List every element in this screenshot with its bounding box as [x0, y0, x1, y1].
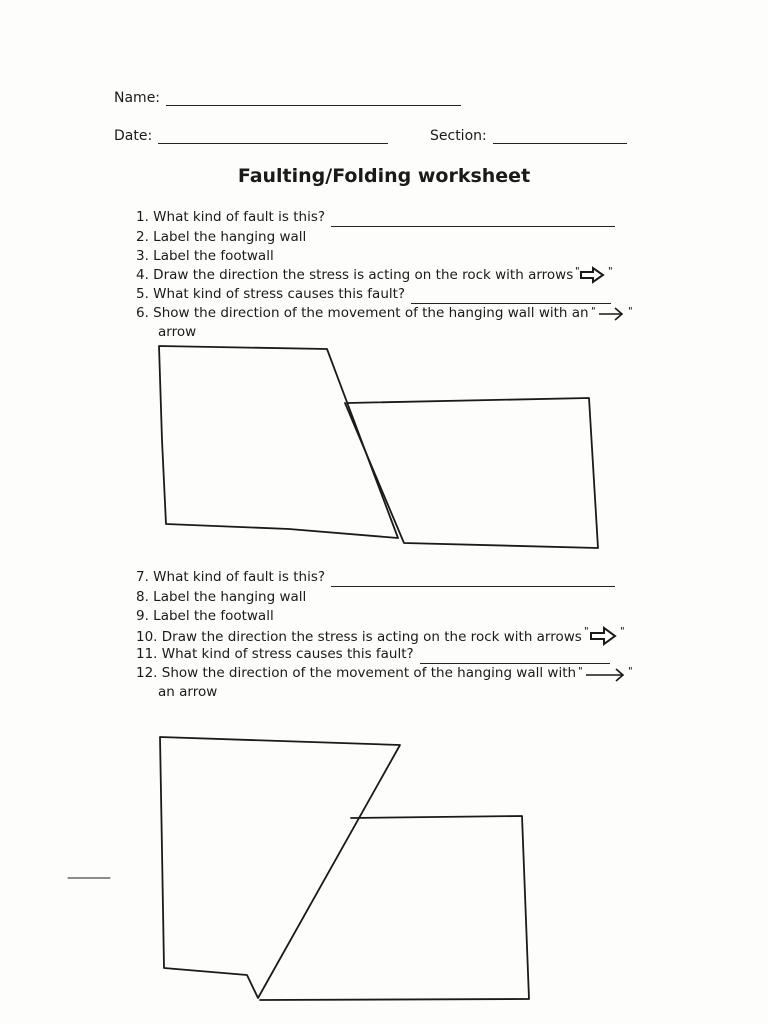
diagram2-right-block	[260, 816, 529, 1000]
question-6-continued: arrow	[158, 324, 197, 340]
question-5: 5. What kind of stress causes this fault?	[136, 285, 611, 304]
question-3: 3. Label the footwall	[136, 248, 274, 264]
svg-text:": "	[583, 626, 589, 637]
name-label: Name:	[114, 90, 161, 106]
question-10: 10. Draw the direction the stress is acting on the rock with arrows " "	[136, 625, 632, 647]
diagram2-left-block	[160, 737, 400, 998]
diagram1-right-block	[345, 398, 598, 548]
svg-text:": "	[578, 666, 583, 677]
question-8: 8. Label the hanging wall	[136, 589, 307, 605]
svg-text:": "	[608, 266, 613, 277]
svg-text:": "	[619, 626, 625, 637]
question-2: 2. Label the hanging wall	[136, 229, 307, 245]
question-12: 12. Show the direction of the movement of the hanging wall with " "	[136, 664, 638, 683]
question-7: 7. What kind of fault is this?	[136, 568, 615, 587]
svg-text:": "	[590, 306, 596, 317]
svg-text:": "	[575, 266, 580, 277]
question-6: 6. Show the direction of the movement of the hanging wall with an " "	[136, 304, 637, 323]
question-11: 11. What kind of stress causes this fault?	[136, 645, 610, 664]
question-4: 4. Draw the direction the stress is acting on the rock with arrows " "	[136, 265, 619, 285]
question-1: 1. What kind of fault is this?	[136, 208, 615, 227]
svg-text:": "	[627, 306, 633, 317]
date-label: Date:	[114, 128, 153, 144]
svg-text:": "	[628, 666, 633, 677]
page-title: Faulting/Folding worksheet	[237, 165, 531, 187]
question-12-continued: an arrow	[158, 684, 218, 700]
question-9: 9. Label the footwall	[136, 608, 274, 624]
section-label: Section:	[430, 128, 487, 144]
